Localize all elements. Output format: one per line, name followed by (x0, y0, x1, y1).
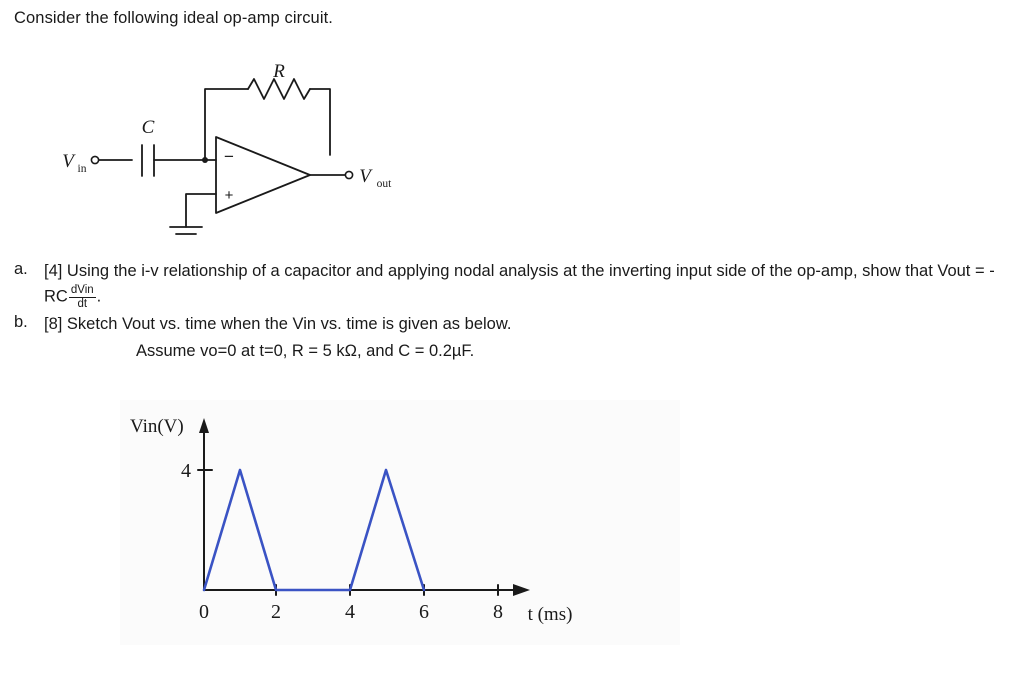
vout-terminal (345, 171, 352, 178)
question-b-label: b. (14, 312, 28, 331)
vin-terminal (91, 156, 98, 163)
svg-text:V: V (62, 151, 74, 172)
fraction-denominator: dt (69, 297, 96, 311)
question-b-text (44, 313, 1004, 364)
chart-xtick-4: 4 (345, 601, 355, 623)
vin-label (62, 151, 87, 175)
circuit-diagram (20, 45, 440, 240)
chart-xtick-8: 8 (493, 601, 503, 623)
question-a-text (44, 260, 1004, 311)
chart-xtick-0: 0 (199, 601, 209, 623)
question-a-period: . (96, 287, 102, 306)
question-a-label: a. (14, 260, 28, 278)
chart-ytick-4: 4 (181, 460, 191, 482)
question-item-b (14, 313, 1004, 364)
chart-xtick-6: 6 (419, 601, 429, 623)
question-item-a (14, 260, 1004, 311)
intro-text: Consider the following ideal op-amp circuit. (14, 9, 333, 27)
svg-text:in: in (77, 163, 87, 175)
chart-ylabel: Vin(V) (130, 416, 184, 437)
noninverting-input-sign: + (224, 187, 234, 204)
vin-vs-time-chart (120, 400, 680, 645)
chart-xlabel: t (ms) (527, 604, 573, 625)
fraction-numerator: dVin (70, 283, 94, 296)
inverting-node-dot (202, 157, 208, 163)
question-list (14, 260, 1004, 366)
assume-line: Assume vo=0 at t=0, R = 5 kΩ, and C = 0.2µF. (136, 341, 475, 360)
svg-text:out: out (376, 178, 392, 190)
svg-text:V: V (359, 166, 371, 187)
question-b-body: [8] Sketch Vout vs. time when the Vin vs. time is given as below. (44, 314, 512, 333)
derivative-fraction (69, 284, 96, 311)
vout-label (359, 166, 392, 190)
vin-waveform (204, 470, 424, 590)
capacitor-label: C (141, 117, 155, 138)
resistor-label: R (273, 61, 285, 82)
question-a-body: [4] Using the i-v relationship of a capacitor and applying nodal analysis at the inverting input side of the op-amp, show that Vout = -RC (44, 262, 995, 306)
inverting-input-sign: − (224, 147, 234, 166)
chart-xtick-2: 2 (271, 601, 281, 623)
